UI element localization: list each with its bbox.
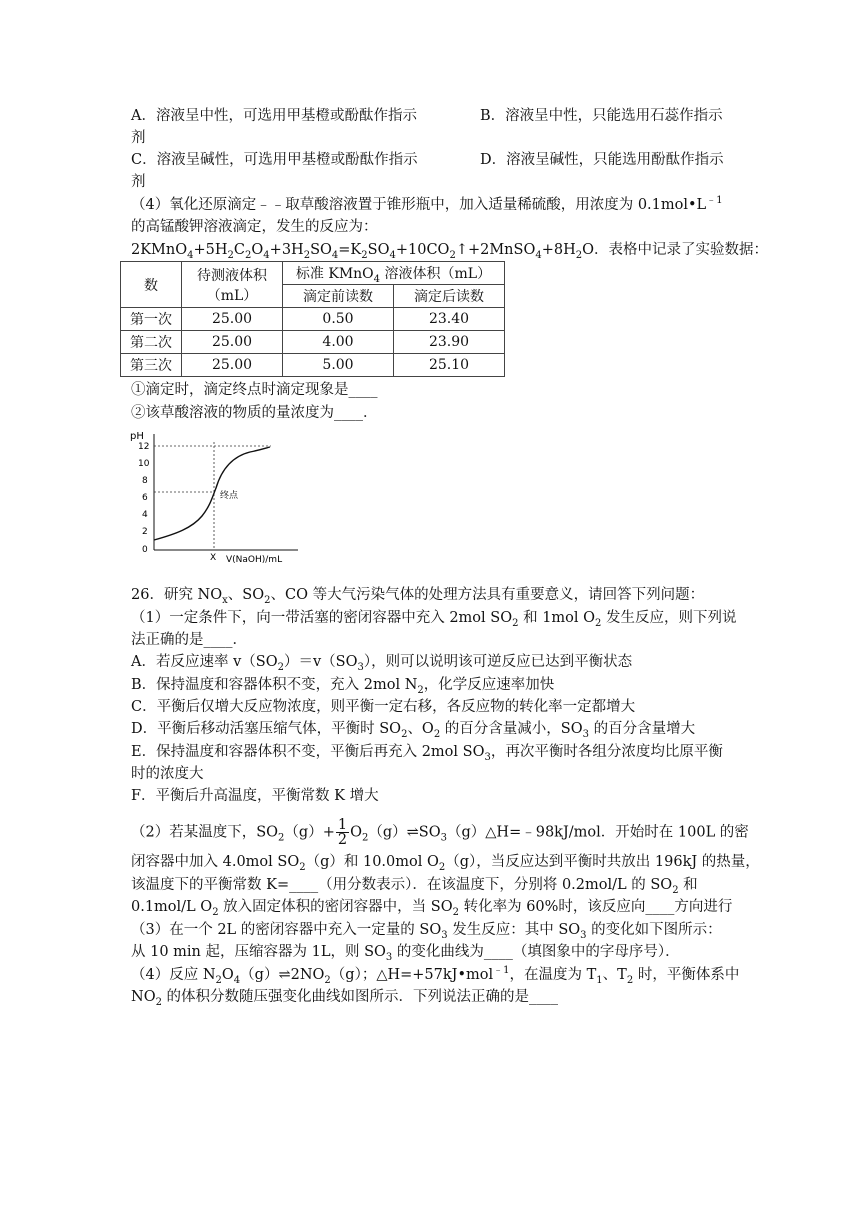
header-after: 滴定后读数	[394, 285, 505, 308]
q26-p4-line1: （4）反应 $N_2O_4(g)\rightleftharpoons 2NO_2(g)$；△H=+57kJ•mol$^{﹣1}$，在温度为 $T_1$、$T_2$ 时，平衡体系中	[131, 965, 740, 986]
row-after: 23.90	[394, 331, 505, 354]
row-label: 第三次	[121, 354, 182, 377]
q26-p2-line3: 该温度下的平衡常数 K=____（用分数表示）．在该温度下，分别将 0.2mol/L 的 $SO_2$ 和	[131, 877, 698, 896]
row-before: 0.50	[283, 308, 394, 331]
y-tick: 2	[142, 527, 148, 537]
x-mark: X	[210, 553, 217, 563]
row-label: 第二次	[121, 331, 182, 354]
option-c-cont: 剂	[131, 174, 146, 190]
q26-option-b: B．保持温度和容器体积不变，充入 2mol $N_2$，化学反应速率加快	[131, 677, 555, 696]
option-a-cont: 剂	[131, 130, 146, 146]
option-d: D．溶液呈碱性，只能选用酚酞作指示	[480, 152, 724, 168]
q4-line2: 的高锰酸钾溶液滴定，发生的反应为：	[131, 219, 378, 235]
row-volume: 25.00	[182, 354, 283, 377]
q26-intro: 26．研究 $NO_x$、$SO_2$、CO 等大气污染气体的处理方法具有重要意义，请回答下列问题：	[131, 587, 705, 606]
y-tick: 8	[142, 476, 148, 486]
q26-option-f: F．平衡后升高温度，平衡常数 K 增大	[131, 788, 379, 804]
option-b: B．溶液呈中性，只能选用石蕊作指示	[480, 108, 723, 124]
q4-sub2: ②该草酸溶液的物质的量浓度为____．	[131, 405, 378, 421]
table-row	[121, 354, 505, 377]
q26-option-a: A．若反应速率 $v(SO_2)=v(SO_3)$，则可以说明该可逆反应已达到平衡状态	[131, 654, 633, 673]
q4-line1: （4）氧化还原滴定﹣﹣取草酸溶液置于锥形瓶中，加入适量稀硫酸，用浓度为 $0.1mol•L^{﹣1}$	[131, 195, 723, 213]
titration-data-table	[120, 261, 505, 377]
q26-option-e: E．保持温度和容器体积不变，平衡后再充入 2mol $SO_3$，再次平衡时各组分浓度均比原平衡	[131, 744, 723, 763]
q26-p3-line1: （3）在一个 2L 的密闭容器中充入一定量的 $SO_3$ 发生反应：其中 $SO_3$ 的变化如下图所示：	[131, 922, 722, 941]
table-row	[121, 308, 505, 331]
q26-p1-line1: （1）一定条件下，向一带活塞的密闭容器中充入 2mol $SO_2$ 和 1mol $O_2$ 发生反应，则下列说	[131, 610, 737, 629]
y-tick: 12	[138, 442, 150, 452]
q4-equation: $2KMnO_4+5H_2C_2O_4+3H_2SO_4=K_2SO_4+10CO_2↑+2MnSO_4+8H_2O$．表格中记录了实验数据：	[131, 242, 769, 261]
q26-p2-line4: 0.1mol/L $O_2$ 放入固定体积的密闭容器中，当 $SO_2$ 转化率为 60%时，该反应向____方向进行	[131, 899, 733, 918]
graph-ylabel: pH	[130, 431, 144, 442]
q26-p1-line2: 法正确的是____．	[131, 632, 247, 648]
row-volume: 25.00	[182, 331, 283, 354]
row-before: 4.00	[283, 331, 394, 354]
endpoint-label: 终点	[220, 491, 239, 501]
y-tick: 4	[142, 510, 148, 520]
q26-option-e-cont: 时的浓度大	[131, 766, 204, 782]
titration-curve	[154, 447, 270, 540]
graph-xlabel: V(NaOH)/mL	[226, 555, 283, 565]
q26-p2-line2: 闭容器中加入 4.0mol $SO_2(g)$和 10.0mol $O_2(g)$，当反应达到平衡时共放出 196kJ 的热量，	[131, 854, 760, 873]
option-c: C．溶液呈碱性，可选用甲基橙或酚酞作指示	[131, 152, 418, 168]
header-count: 数	[121, 262, 182, 308]
q26-option-d: D．平衡后移动活塞压缩气体，平衡时 $SO_2$、$O_2$ 的百分含量减小，$SO_3$ 的百分含量增大	[131, 721, 696, 740]
y-tick: 6	[142, 493, 148, 503]
row-volume: 25.00	[182, 308, 283, 331]
q26-p4-line2: $NO_2$ 的体积分数随压强变化曲线如图所示．下列说法正确的是____	[131, 989, 559, 1008]
option-a: A．溶液呈中性，可选用甲基橙或酚酞作指示	[131, 108, 417, 124]
row-before: 5.00	[283, 354, 394, 377]
titration-curve-graph	[126, 428, 306, 568]
table-row	[121, 331, 505, 354]
q4-sub1: ①滴定时，滴定终点时滴定现象是____	[131, 382, 378, 398]
header-sample-volume: 待测液体积 （mL）	[182, 262, 283, 308]
row-label: 第一次	[121, 308, 182, 331]
q26-p3-line2: 从 10 min 起，压缩容器为 1L，则 $SO_3$ 的变化曲线为____（填图象中的字母序号）．	[131, 944, 680, 963]
row-after: 23.40	[394, 308, 505, 331]
header-standard-volume: 标准 KMnO$_4$ 溶液体积（mL）	[283, 262, 505, 285]
fraction-half: $\frac{1}{2}$	[337, 817, 348, 848]
header-before: 滴定前读数	[283, 285, 394, 308]
q26-option-c: C．平衡后仅增大反应物浓度，则平衡一定右移，各反应物的转化率一定都增大	[131, 699, 636, 715]
q26-p2-line1: （2）若某温度下，$SO_2(g)+$ $\frac{1}{2}$ $O_2(g)\rightleftharpoons SO_3(g)\triangle H=﹣98kJ$/mol．开始时在 100L 的密	[131, 817, 749, 848]
y-ticks	[138, 442, 150, 555]
row-after: 25.10	[394, 354, 505, 377]
y-tick: 10	[138, 459, 150, 469]
y-tick: 0	[142, 545, 148, 555]
